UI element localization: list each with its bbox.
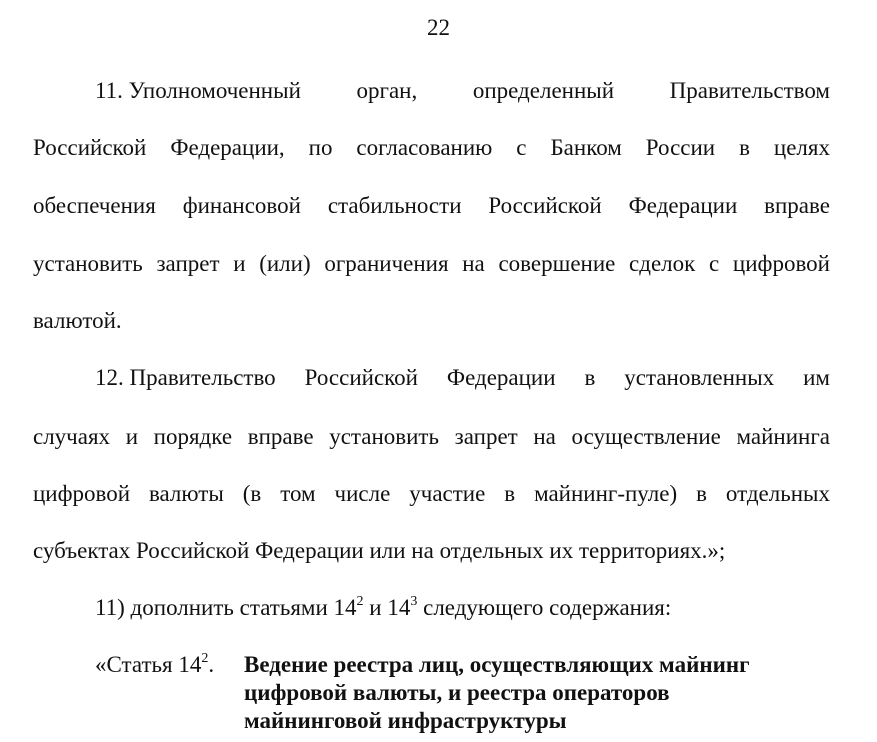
- word: орган,: [356, 78, 418, 103]
- item-11-line: [95, 594, 830, 626]
- word: 12. Правительство: [95, 365, 276, 390]
- word: им: [803, 365, 830, 390]
- word: обеспечения: [33, 193, 156, 218]
- article-label-superscript: 2: [201, 651, 209, 666]
- word: (в: [242, 481, 262, 506]
- word: в: [739, 135, 750, 160]
- word: установить: [33, 251, 143, 276]
- word: в: [584, 365, 596, 390]
- word: отдельных: [725, 481, 830, 506]
- word: запрет: [156, 251, 220, 276]
- article-label-suffix: .: [208, 652, 215, 677]
- word: цифровой: [33, 481, 131, 506]
- word: с: [516, 135, 527, 160]
- word: и: [125, 424, 139, 449]
- word: Российской: [33, 135, 147, 160]
- item-11-superscript-2: 3: [410, 594, 418, 609]
- page-number: 22: [427, 15, 450, 40]
- word: с: [709, 251, 720, 276]
- word: Правительством: [669, 78, 830, 103]
- word: и: [233, 251, 246, 276]
- item-11-suffix: следующего содержания:: [417, 595, 672, 620]
- word: Федерации: [446, 365, 556, 390]
- word: сделок: [629, 251, 696, 276]
- word: случаях: [33, 424, 111, 449]
- word: определенный: [472, 78, 615, 103]
- word: на: [462, 251, 485, 276]
- article-title: [244, 651, 844, 735]
- word: установленных: [624, 365, 775, 390]
- word: Федерации: [628, 193, 738, 218]
- word: установить: [329, 424, 439, 449]
- article-title-line-2: цифровой валюты, и реестра операторов: [244, 680, 670, 705]
- word: числе: [334, 481, 391, 506]
- word: цифровой: [732, 251, 830, 276]
- word: порядке: [153, 424, 233, 449]
- word: ограничения: [324, 251, 449, 276]
- word: в: [504, 481, 516, 506]
- item-11-superscript-1: 2: [356, 594, 364, 609]
- word: (или): [259, 251, 311, 276]
- item-11-middle: и 14: [363, 595, 411, 620]
- word: майнинг-пуле): [534, 481, 678, 506]
- word: 11. Уполномоченный: [95, 78, 301, 103]
- paragraph-11-line-1: [95, 77, 830, 105]
- word: совершение: [498, 251, 616, 276]
- paragraph-11-line-3: [33, 192, 830, 220]
- paragraph-12-line-3: [33, 480, 830, 508]
- word: финансовой: [182, 193, 301, 218]
- paragraph-12-line-4: субъектах Российской Федерации или на отдельных их территориях.»;: [33, 538, 726, 563]
- word: согласованию: [356, 135, 493, 160]
- word: на: [533, 424, 556, 449]
- article-label-prefix: «Статья 14: [95, 652, 202, 677]
- article-title-line-3: майнинговой инфраструктуры: [244, 708, 567, 733]
- word: том: [280, 481, 316, 506]
- word: майнинга: [736, 424, 830, 449]
- paragraph-11-line-4: [33, 250, 830, 278]
- word: по: [308, 135, 333, 160]
- paragraph-12-line-1: [95, 364, 830, 392]
- word: Российской: [304, 365, 418, 390]
- word: Российской: [488, 193, 602, 218]
- word: вправе: [764, 193, 830, 218]
- article-label: [95, 651, 214, 683]
- item-11-prefix: 11) дополнить статьями 14: [95, 595, 357, 620]
- word: России: [645, 135, 716, 160]
- word: валюты: [148, 481, 224, 506]
- word: Федерации,: [170, 135, 285, 160]
- word: целях: [773, 135, 830, 160]
- article-title-line-1: Ведение реестра лиц, осуществляющих майнинг: [244, 652, 750, 677]
- word: стабильности: [327, 193, 462, 218]
- paragraph-11-line-5: валютой.: [33, 308, 122, 333]
- word: участие: [409, 481, 486, 506]
- word: вправе: [247, 424, 314, 449]
- word: Банком: [550, 135, 622, 160]
- word: осуществление: [571, 424, 721, 449]
- word: запрет: [454, 424, 518, 449]
- word: в: [696, 481, 707, 506]
- paragraph-12-line-2: [33, 423, 830, 451]
- paragraph-11-line-2: [33, 134, 830, 162]
